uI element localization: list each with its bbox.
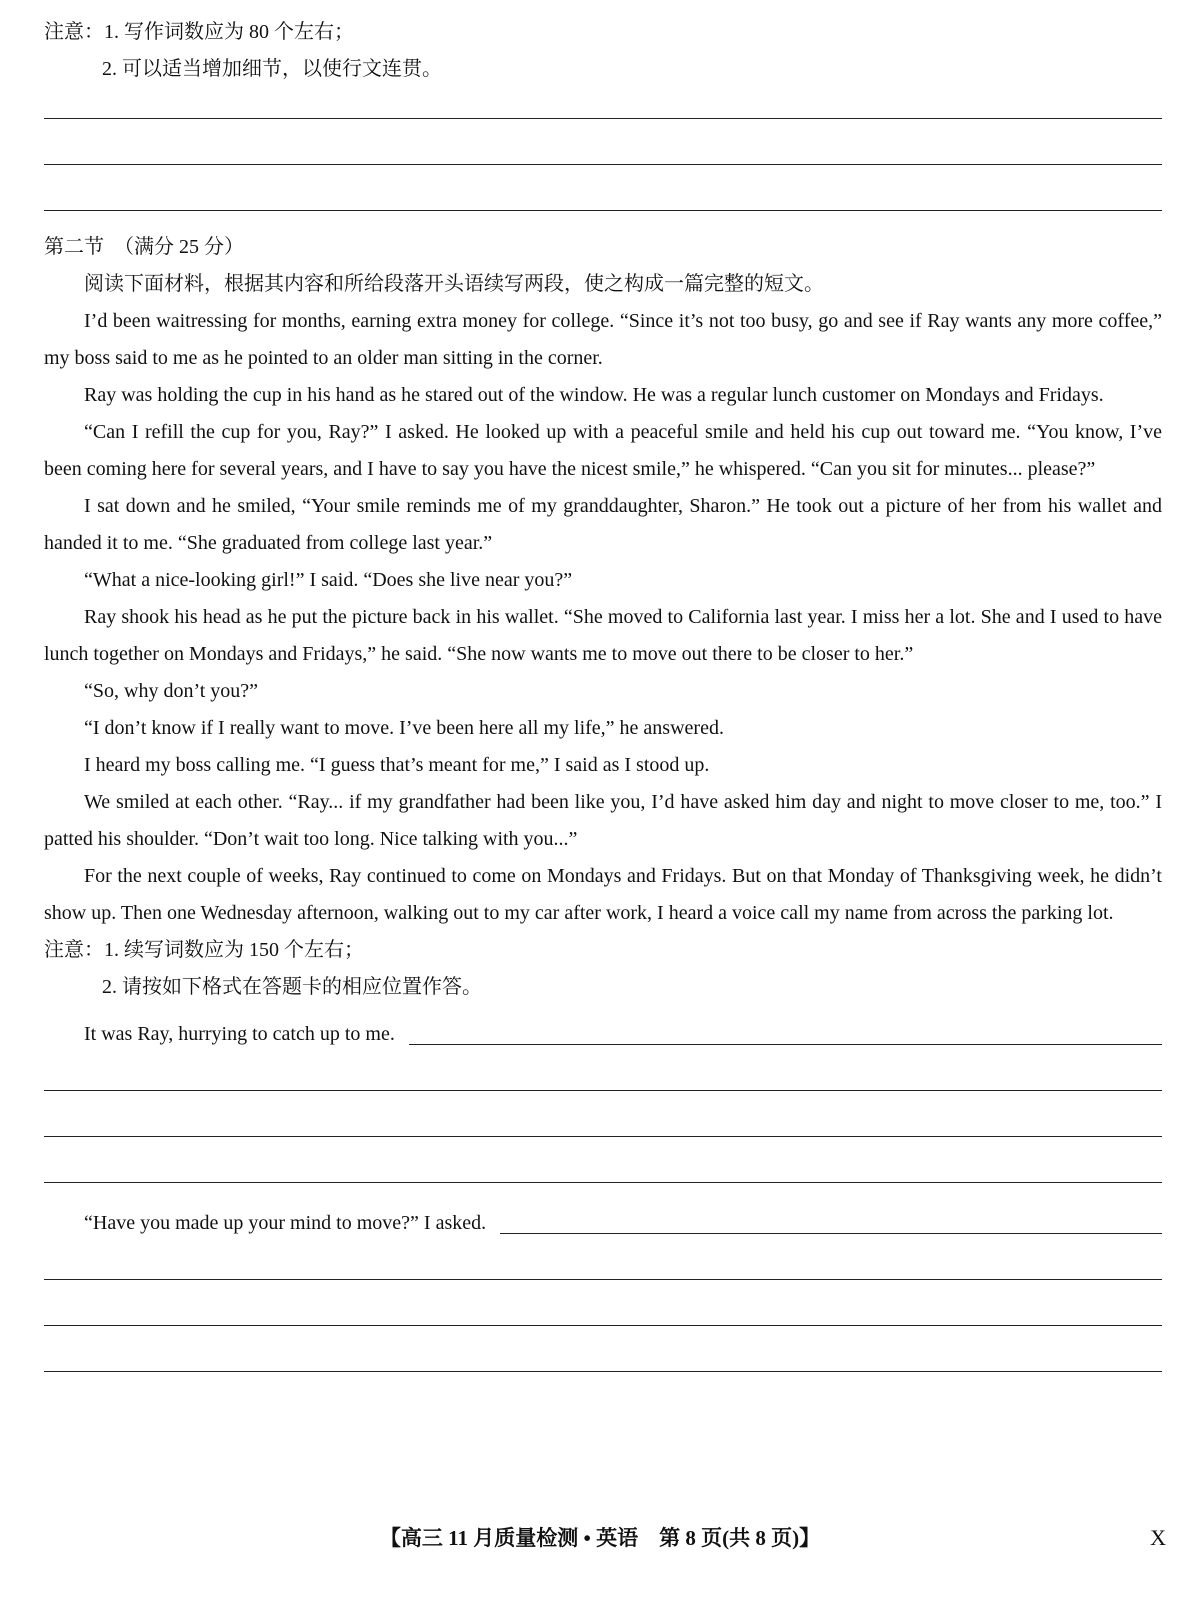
paper-mark: X xyxy=(1150,1525,1166,1550)
story-paragraph: “What a nice-looking girl!” I said. “Does she live near you?” xyxy=(84,569,573,591)
exam-page xyxy=(44,14,1162,1372)
note1-line2: 2. 可以适当增加细节，以使行文连贯。 xyxy=(102,58,442,80)
writing-line[interactable] xyxy=(44,164,1162,165)
writing-line[interactable] xyxy=(44,1182,1162,1183)
story-paragraph: “Can I refill the cup for you, Ray?” I asked. He looked up with a peaceful smile and held his cup out toward me. “You know, I’ve been coming here for several years, and I have to say you have the nicest smile,” he whispered. “Can you sit for minutes... please?” xyxy=(44,421,1162,480)
story-passage xyxy=(44,303,1162,932)
writing-lines-paragraph1 xyxy=(44,1090,1162,1183)
writing-line[interactable] xyxy=(44,1371,1162,1372)
story-paragraph: Ray shook his head as he put the picture back in his wallet. “She moved to California last year. I miss her a lot. She and I used to have lunch together on Mondays and Fridays,” he said. “She now wants me to move out there to be closer to her.” xyxy=(44,606,1162,665)
note2-line2: 2. 请按如下格式在答题卡的相应位置作答。 xyxy=(102,976,482,998)
story-paragraph: “So, why don’t you?” xyxy=(84,680,259,702)
page-footer: 【高三 11 月质量检测 • 英语 第 8 页(共 8 页)】 xyxy=(379,1526,821,1550)
writing-line[interactable] xyxy=(44,1090,1162,1091)
writing-lines-paragraph2 xyxy=(44,1279,1162,1372)
writing-line[interactable] xyxy=(44,1136,1162,1137)
story-paragraph: I’d been waitressing for months, earning extra money for college. “Since it’s not too busy, go and see if Ray wants any more coffee,” my boss said to me as he pointed to an older man sitting in the corner. xyxy=(44,310,1162,369)
note1-line1: 注意：1. 写作词数应为 80 个左右； xyxy=(44,21,354,43)
note2-line1: 注意：1. 续写词数应为 150 个左右； xyxy=(44,939,364,961)
writing-line[interactable] xyxy=(44,1325,1162,1326)
story-paragraph: “I don’t know if I really want to move. I’ve been here all my life,” he answered. xyxy=(84,717,724,739)
writing-line[interactable] xyxy=(44,1279,1162,1280)
story-paragraph: We smiled at each other. “Ray... if my grandfather had been like you, I’d have asked him day and night to move closer to me, too.” I patted his shoulder. “Don’t wait too long. Nice talking with you...” xyxy=(44,791,1162,850)
story-paragraph: I heard my boss calling me. “I guess that’s meant for me,” I said as I stood up. xyxy=(84,754,710,776)
opener-second-text: “Have you made up your mind to move?” I asked. xyxy=(84,1212,487,1234)
story-paragraph: For the next couple of weeks, Ray continued to come on Mondays and Fridays. But on that Monday of Thanksgiving week, he didn’t show up. Then one Wednesday afternoon, walking out to my car after work, I heard a voice call my name from across the parking lot. xyxy=(44,865,1162,924)
story-paragraph: I sat down and he smiled, “Your smile reminds me of my granddaughter, Sharon.” He took out a picture of her from his wallet and handed it to me. “She graduated from college last year.” xyxy=(44,495,1162,554)
writing-line[interactable] xyxy=(500,1233,1162,1234)
writing-line[interactable] xyxy=(44,118,1162,119)
section2-heading: 第二节 （满分 25 分） xyxy=(44,236,244,258)
section2-instruction: 阅读下面材料，根据其内容和所给段落开头语续写两段，使之构成一篇完整的短文。 xyxy=(84,273,824,295)
opener-second xyxy=(44,1205,1162,1242)
writing-line[interactable] xyxy=(409,1044,1162,1045)
opener-first xyxy=(44,1016,1162,1053)
opener-first-text: It was Ray, hurrying to catch up to me. xyxy=(84,1023,395,1045)
story-paragraph: Ray was holding the cup in his hand as he stared out of the window. He was a regular lunch customer on Mondays and Fridays. xyxy=(84,384,1104,406)
writing-lines-part1 xyxy=(44,118,1162,211)
